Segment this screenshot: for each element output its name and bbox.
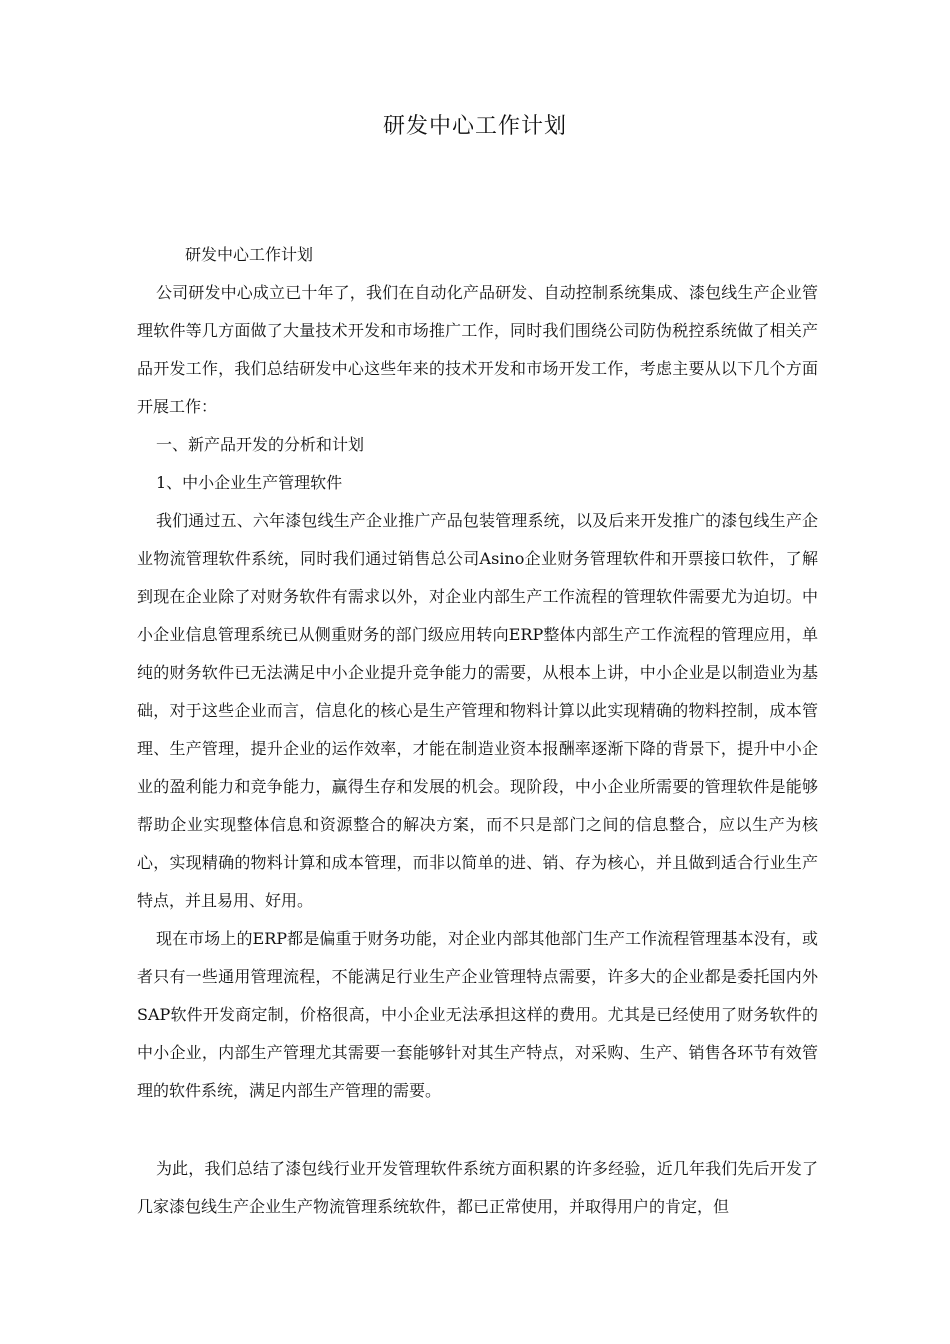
document-subheading: 研发中心工作计划 [185,245,314,264]
paragraph-market-analysis: 我们通过五、六年漆包线生产企业推广产品包装管理系统，以及后来开发推广的漆包线生产企业物流管理软件系统，同时我们通过销售总公司Asino企业财务管理软件和开票接口软件，了解到现在企业除了对财务软件有需求以外，对企业内部生产工作流程的管理软件需要尤为迫切。中小企业信息管理系统已从侧重财务的部门级应用转向ERP整体内部生产工作流程的管理应用，单纯的财务软件已无法满足中小企业提升竞争能力的需要，从根本上讲，中小企业是以制造业为基础，对于这些企业而言，信息化的核心是生产管理和物料计算以此实现精确的物料控制，成本管理、生产管理，提升企业的运作效率，才能在制造业资本报酬率逐渐下降的背景下，提升中小企业的盈利能力和竞争能力，赢得生存和发展的机会。现阶段，中小企业所需要的管理软件是能够帮助企业实现整体信息和资源整合的解决方案，而不只是部门之间的信息整合，应以生产为核心，实现精确的物料计算和成本管理，而非以简单的进、销、存为核心，并且做到适合行业生产特点，并且易用、好用。 [137,511,818,910]
document-title: 研发中心工作计划 [382,114,567,139]
paragraph-development-summary: 为此，我们总结了漆包线行业开发管理软件系统方面积累的许多经验，近几年我们先后开发了几家漆包线生产企业生产物流管理系统软件，都已正常使用，并取得用户的肯定，但 [137,1159,818,1216]
subsection-heading-sme-software: 1、中小企业生产管理软件 [156,473,343,492]
document-body [137,236,818,1226]
paragraph-intro: 公司研发中心成立已十年了，我们在自动化产品研发、自动控制系统集成、漆包线生产企业管理软件等几方面做了大量技术开发和市场推广工作，同时我们围绕公司防伪税控系统做了相关产品开发工作，我们总结研发中心这些年来的技术开发和市场开发工作，考虑主要从以下几个方面开展工作： [137,283,818,416]
section-heading-new-products: 一、新产品开发的分析和计划 [156,435,365,454]
paragraph-erp-market: 现在市场上的ERP都是偏重于财务功能，对企业内部其他部门生产工作流程管理基本没有，或者只有一些通用管理流程，不能满足行业生产企业管理特点需要，许多大的企业都是委托国内外SAP软件开发商定制，价格很高，中小企业无法承担这样的费用。尤其是已经使用了财务软件的中小企业，内部生产管理尤其需要一套能够针对其生产特点，对采购、生产、销售各环节有效管理的软件系统，满足内部生产管理的需要。 [137,929,818,1100]
paragraph-spacer [137,1110,818,1150]
